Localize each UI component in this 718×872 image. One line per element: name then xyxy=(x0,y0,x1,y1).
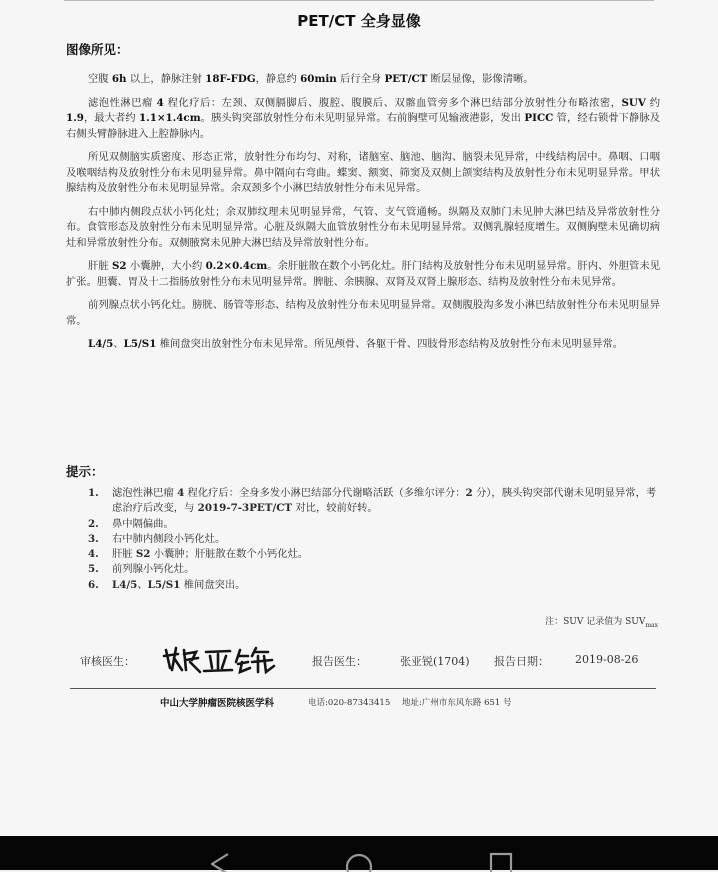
hint-item xyxy=(84,532,662,547)
findings-text-seg: 18F-FDG xyxy=(205,73,256,85)
findings-text-seg: 。胰头钩突部放射性分布未见明显异常。右前胸壁可见输液港影，发出 xyxy=(200,112,525,124)
hint-number: 2. xyxy=(88,517,99,530)
hints-list xyxy=(84,486,662,593)
findings-paragraph xyxy=(66,205,660,252)
footer-divider xyxy=(70,688,656,689)
suv-note xyxy=(545,614,658,629)
findings-text-seg: 1.1×1.4cm xyxy=(138,112,201,124)
findings-text-seg: 程化疗后：左颈、双侧膈脚后、腹腔、腹膜后、双髂血管旁多个淋巴结部分放射性分布略浓密， xyxy=(163,96,622,109)
findings-paragraph xyxy=(66,298,660,329)
findings-text-seg: 椎间盘突出放射性分布未见异常。所见颅骨、各躯干骨、四肢骨形态结构及放射性分布未见明显异常。 xyxy=(156,338,624,350)
findings-text-seg: 60min xyxy=(300,73,337,85)
hint-text-seg: 分），胰头钩突部代谢未见明显异常，考虑治疗后改变，与 xyxy=(112,487,657,515)
hint-text xyxy=(112,562,662,577)
hint-text-seg: 前列腺小钙化灶。 xyxy=(112,563,195,576)
android-nav-bar xyxy=(0,836,718,870)
findings-text-seg: 肝脏 xyxy=(88,260,112,272)
suv-note-text: 注：SUV 记录值为 SUV xyxy=(545,617,646,627)
findings-text-seg: 管，经右锁骨下静脉及右侧头臂静脉进入上腔静脉内。 xyxy=(66,112,660,140)
hospital-phone: 电话:020-87343415 xyxy=(308,698,391,708)
hint-number: 6. xyxy=(88,578,99,591)
hint-text-seg: 、 xyxy=(137,578,148,591)
hint-item xyxy=(84,578,662,593)
hint-text-seg: 肝脏 xyxy=(112,548,136,561)
hint-item xyxy=(84,517,662,532)
report-date: 2019-08-26 xyxy=(575,653,639,666)
hint-text-seg: 小囊肿；肝脏散在数个小钙化灶。 xyxy=(150,548,309,561)
reviewer-signature xyxy=(160,642,280,676)
findings-text-seg: 6h xyxy=(111,73,127,85)
hint-text-seg: L5/S1 xyxy=(147,578,181,591)
hint-text xyxy=(112,578,662,593)
findings-text-seg: 4 xyxy=(156,96,164,109)
findings-text-seg: 后行全身 xyxy=(336,73,385,85)
date-label: 报告日期： xyxy=(494,655,549,668)
hint-text-seg: S2 xyxy=(135,548,151,561)
reporter-label: 报告医生： xyxy=(312,655,367,668)
hint-number: 4. xyxy=(88,548,99,561)
hint-text xyxy=(112,532,662,547)
hint-text-seg: 4 xyxy=(177,487,185,499)
findings-text-seg: 前列腺点状小钙化灶。膀胱、肠管等形态、结构及放射性分布未见明显异常。双侧腹股沟多发小淋巴结放射性分布未见明显异常。 xyxy=(66,299,660,327)
hint-text-seg: 右中肺内侧段小钙化灶。 xyxy=(112,532,226,545)
findings-text-seg: L5/S1 xyxy=(123,338,157,350)
hint-item xyxy=(84,562,662,577)
findings-text-seg: 断层显像，影像清晰。 xyxy=(427,73,534,85)
hint-item xyxy=(84,547,662,562)
findings-text-seg: 。余肝脏散在数个小钙化灶。肝门结构及放射性分布未见明显异常。肝内、外胆管未见扩张。胆囊、胃及十二指肠放射性分布未见明显异常。脾脏、余胰腺、双肾及双肾上腺形态、结构及放射性分布未见异常。 xyxy=(66,260,661,288)
reviewer-label: 审核医生： xyxy=(80,655,135,668)
hint-text-seg: L4/5 xyxy=(112,578,138,591)
hint-text-seg: 对比，较前好转。 xyxy=(292,502,378,515)
findings-text-seg: L4/5 xyxy=(88,338,114,350)
hint-number: 3. xyxy=(88,532,99,545)
findings-text-seg: S2 xyxy=(112,260,127,272)
findings-text-seg: PICC xyxy=(524,112,554,124)
page-title: PET/CT 全身显像 xyxy=(297,12,421,30)
findings-text-seg: PET/CT xyxy=(384,73,428,85)
findings-paragraph xyxy=(66,259,660,290)
back-icon[interactable] xyxy=(208,852,234,872)
findings-text-seg: 滤泡性淋巴瘤 xyxy=(88,96,157,109)
hint-number: 5. xyxy=(88,563,99,576)
hint-item xyxy=(84,486,662,517)
findings-paragraph xyxy=(66,72,660,88)
hint-text-seg: 2 xyxy=(465,487,473,499)
findings-text-seg: 、 xyxy=(113,338,124,350)
hint-text-seg: 椎间盘突出。 xyxy=(180,578,246,591)
hint-text-seg: 程化疗后：全身多发小淋巴结部分代谢略活跃（多维尔评分： xyxy=(184,487,466,499)
reporter-name: 张亚锐(1704) xyxy=(400,655,470,668)
findings-text-seg: 约 xyxy=(645,96,660,109)
hint-text-seg: 滤泡性淋巴瘤 xyxy=(112,487,178,499)
findings-heading: 图像所见： xyxy=(66,42,129,57)
suv-note-sub: max xyxy=(645,621,658,629)
hint-text xyxy=(112,547,662,562)
findings-paragraph xyxy=(66,337,660,353)
findings-text-seg: 所见双侧脑实质密度、形态正常，放射性分布均匀、对称，诸脑室、脑池、脑沟、脑裂未见异常，中线结构居中。鼻咽、口咽及喉咽结构及放射性分布未见明显异常。鼻中隔向右弯曲。蝶窦、额窦、筛窦及双侧上颌窦结构及放射性分布未见明显异常。甲状腺结构及放射性分布未见明显异常。余双颈多个小淋巴结放射性分布未见异常。 xyxy=(66,151,660,194)
hint-number: 1. xyxy=(88,487,99,499)
findings-paragraph xyxy=(66,150,660,197)
findings-text-seg: 1.9 xyxy=(66,112,84,124)
signature-row xyxy=(0,646,718,676)
findings-section xyxy=(66,72,660,361)
top-divider xyxy=(64,0,654,1)
findings-text-seg: ，最大者约 xyxy=(83,112,139,124)
hospital-name: 中山大学肿瘤医院核医学科 xyxy=(160,698,275,709)
findings-text-seg: 0.2×0.4cm xyxy=(205,260,268,272)
findings-text-seg: 以上，静脉注射 xyxy=(126,73,206,85)
hints-heading: 提示： xyxy=(66,464,104,479)
findings-text-seg: SUV xyxy=(621,96,646,109)
findings-text-seg: 小囊肿，大小约 xyxy=(126,260,206,272)
hint-text xyxy=(112,517,662,532)
recents-icon[interactable] xyxy=(488,852,514,872)
findings-text-seg: 右中肺内侧段点状小钙化灶；余双肺纹理未见明显异常，气管、支气管通畅。纵隔及双肺门未见肿大淋巴结及异常放射性分布。食管形态及放射性分布未见明显异常。心脏及纵隔大血管放射性分布未见明显异常。双侧乳腺轻度增生。双侧胸壁未见确切病灶和异常放射性分布。双侧腋窝未见肿大淋巴结及异常放射性分布。 xyxy=(66,205,660,249)
hospital-address: 地址:广州市东风东路 651 号 xyxy=(402,698,512,708)
hint-text-seg: 鼻中隔偏曲。 xyxy=(112,517,174,530)
hint-text-seg: 2019-7-3PET/CT xyxy=(197,502,293,515)
findings-paragraph xyxy=(66,96,660,143)
hint-text xyxy=(112,486,662,517)
findings-text-seg: 空腹 xyxy=(88,73,112,85)
findings-text-seg: ，静息约 xyxy=(255,73,301,85)
home-icon[interactable] xyxy=(344,852,374,872)
